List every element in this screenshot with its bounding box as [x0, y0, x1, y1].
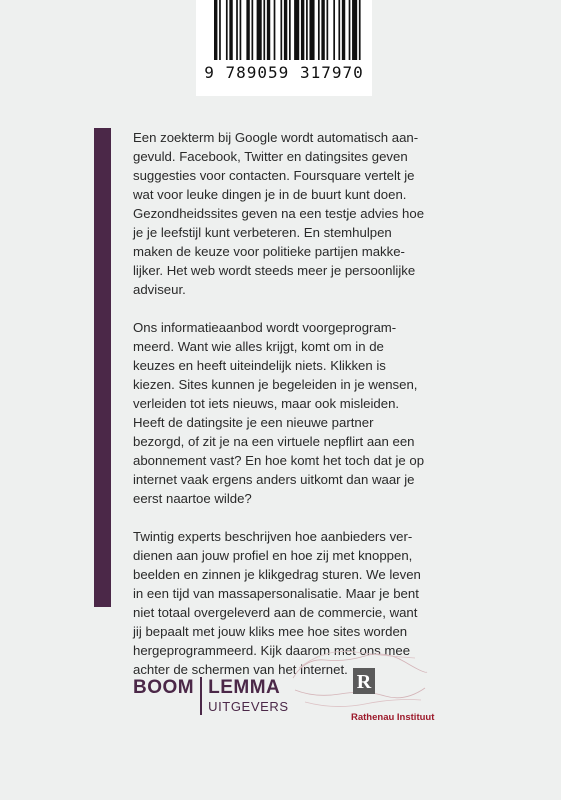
blurb-line: keuzes en heeft uiteindelijk niets. Klikken is	[133, 358, 386, 373]
rathenau-logo	[285, 638, 435, 718]
blurb-line: hergeprogrammeerd. Kijk daarom met ons mee	[133, 643, 411, 658]
logo-lemma: LEMMA	[208, 677, 281, 698]
blurb-line: Heeft de datingsite je een nieuwe partner	[133, 415, 374, 430]
blurb-line: niet totaal overgeleverd aan de commercie, want	[133, 605, 418, 620]
barcode	[196, 0, 372, 96]
blurb-line: wat voor leuke dingen je in de buurt kunt doen.	[133, 187, 407, 202]
blurb-line: in een tijd van massapersonalisatie. Maar je bent	[133, 586, 419, 601]
logo-boom: BOOM	[133, 677, 195, 698]
blurb-line: internet vaak ergens anders uitkomt dan waar je	[133, 472, 415, 487]
blurb-line: Twintig experts beschrijven hoe aanbieders ver-	[133, 529, 413, 544]
blurb-line: maken de keuze voor politieke partijen makke-	[133, 244, 405, 259]
blurb-line: achter de schermen van het internet.	[133, 662, 348, 677]
boom-lemma-logo	[133, 677, 289, 721]
rathenau-emblem	[353, 668, 375, 694]
accent-bar	[94, 128, 111, 607]
blurb-line: abonnement vast? En hoe komt het toch dat je op	[133, 453, 425, 468]
blurb-line: gevuld. Facebook, Twitter en datingsites geven	[133, 149, 408, 164]
blurb-line: bezorgd, of zit je na een virtuele nepflirt aan een	[133, 434, 415, 449]
blurb-line: Gezondheidssites geven na een testje advies hoe	[133, 206, 425, 221]
blurb-line: kiezen. Sites kunnen je begeleiden in je wensen,	[133, 377, 418, 392]
blurb-line: Ons informatieaanbod wordt voorgeprogram-	[133, 320, 397, 335]
blurb-line: eerst naartoe wilde?	[133, 491, 252, 506]
logo-divider	[200, 677, 202, 715]
blurb-line: jij bepaalt met jouw kliks mee hoe sites worden	[133, 624, 408, 639]
blurb-line: beelden en zinnen je klikgedrag sturen. We leven	[133, 567, 421, 582]
blurb-paragraph	[133, 128, 433, 299]
rathenau-letter: R	[356, 671, 372, 693]
isbn-number: 9 789059 317970	[204, 63, 364, 82]
back-cover-blurb	[133, 128, 433, 679]
blurb-line: adviseur.	[133, 282, 186, 297]
blurb-line: Een zoekterm bij Google wordt automatisch aan-	[133, 130, 419, 145]
blurb-line: meerd. Want wie alles krijgt, komt om in de	[133, 339, 384, 354]
blurb-line: lijker. Het web wordt steeds meer je persoonlijke	[133, 263, 416, 278]
barcode-bars	[214, 0, 364, 60]
rathenau-name: Rathenau Instituut	[351, 712, 435, 723]
blurb-line: verleiden tot iets nieuws, maar ook misleiden.	[133, 396, 400, 411]
logo-uitgevers: UITGEVERS	[208, 699, 289, 714]
blurb-line: suggesties voor contacten. Foursquare vertelt je	[133, 168, 415, 183]
blurb-line: je je leefstijl kunt verbeteren. En stemhulpen	[133, 225, 392, 240]
blurb-paragraph	[133, 318, 433, 508]
blurb-line: dienen aan jouw profiel en hoe zij met knoppen,	[133, 548, 413, 563]
